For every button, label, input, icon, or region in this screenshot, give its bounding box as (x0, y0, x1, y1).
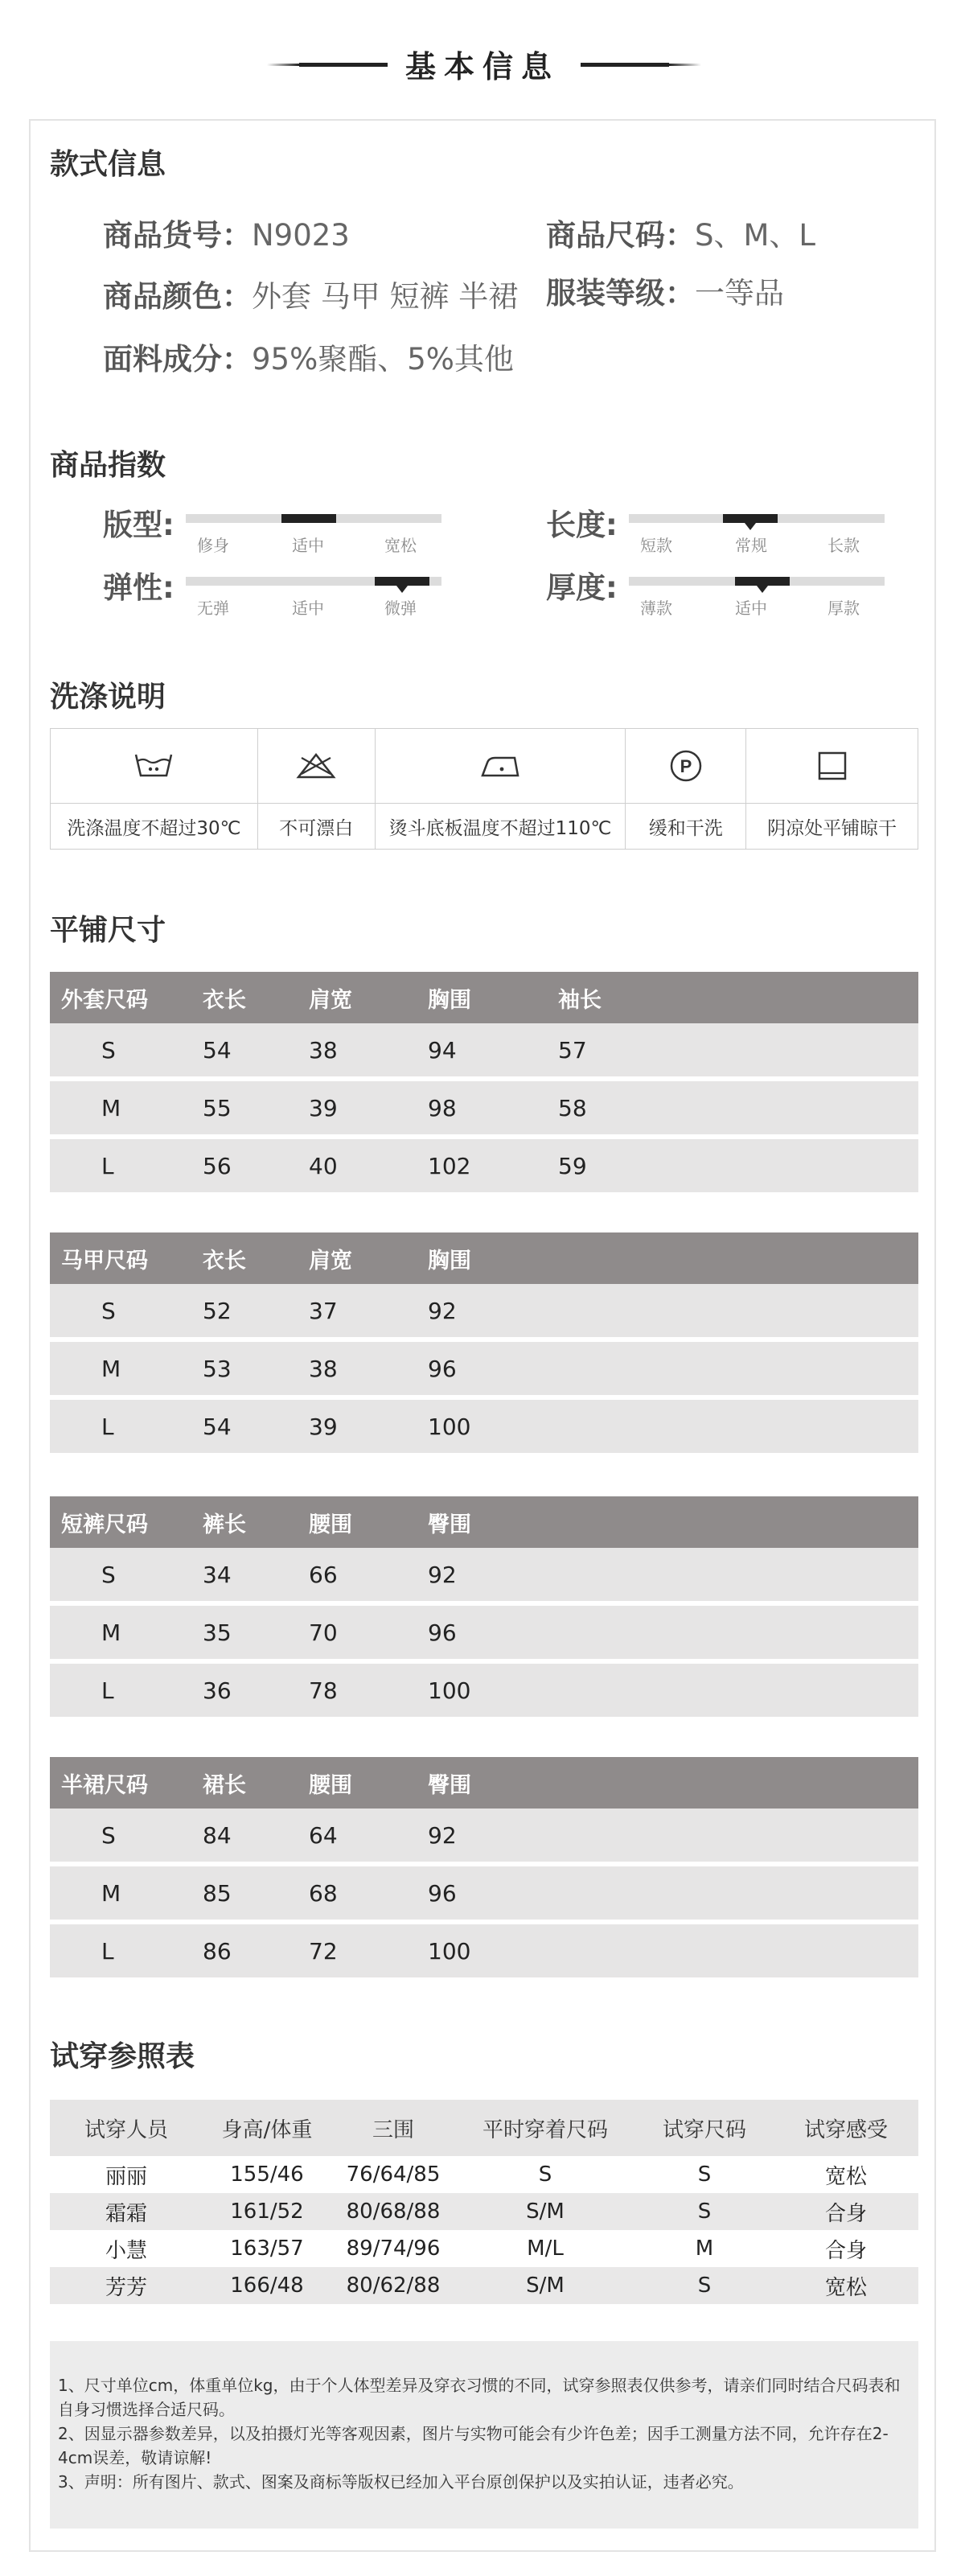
size-cell: 100 (428, 1922, 918, 1977)
index-option: 无弹 (197, 599, 229, 618)
dry-clean-p-icon (665, 748, 707, 784)
wash-cell (51, 729, 258, 804)
size-header: 半裙尺码 (50, 1757, 203, 1809)
table-row (50, 2267, 918, 2304)
try-header: 试穿人员 (50, 2100, 203, 2156)
try-cell: 小慧 (105, 2238, 147, 2263)
size-header: 腰围 (309, 1757, 428, 1809)
size-cell: 54 (203, 1397, 309, 1453)
index-option: 短款 (640, 536, 672, 555)
info-row-fabric (103, 335, 514, 378)
size-cell: 96 (428, 1864, 918, 1922)
try-header: 试穿感受 (774, 2100, 918, 2156)
info-key: 面料成分： (103, 342, 252, 377)
index-option: 适中 (292, 599, 324, 618)
wash-text: 烫斗底板温度不超过110℃ (375, 804, 626, 850)
try-header: 身高/体重 (203, 2100, 331, 2156)
size-cell: 100 (428, 1661, 918, 1717)
index-label: 长度: (546, 508, 618, 542)
table-row (50, 2230, 918, 2267)
index-label: 弹性: (103, 570, 175, 605)
try-cell: 合身 (774, 2193, 918, 2230)
index-marker (735, 577, 790, 586)
table-row (50, 1023, 918, 1079)
try-header: 三围 (331, 2100, 455, 2156)
note-line: 1、尺寸单位cm，体重单位kg，由于个人体型差异及穿衣习惯的不同，试穿参照表仅供参考，请亲们同时结合尺码表和自身习惯选择合适尺码。 (58, 2376, 901, 2419)
index-label: 厚度: (546, 570, 618, 605)
index-marker (375, 577, 429, 586)
size-cell: S (50, 1284, 203, 1339)
size-cell: 39 (309, 1079, 428, 1137)
size-header: 肩宽 (309, 1232, 428, 1284)
table-row (50, 1397, 918, 1453)
wash-cell (746, 729, 918, 804)
try-header: 平时穿着尺码 (455, 2100, 635, 2156)
try-cell: 合身 (824, 2238, 867, 2263)
try-cell: 155/46 (230, 2162, 304, 2187)
table-row (50, 1548, 918, 1603)
size-cell: 39 (309, 1397, 428, 1453)
table-row (50, 1809, 918, 1864)
size-cell: 94 (428, 1023, 558, 1079)
try-cell: S (635, 2267, 774, 2304)
table-row (50, 1079, 918, 1137)
size-cell: 37 (309, 1284, 428, 1339)
size-cell: 52 (203, 1284, 309, 1339)
section-title-indices: 商品指数 (50, 449, 166, 482)
try-cell: S/M (455, 2267, 635, 2304)
table-row (50, 2156, 918, 2193)
size-cell: 58 (558, 1079, 918, 1137)
try-cell: 丽丽 (105, 2164, 147, 2189)
table-row (50, 1603, 918, 1661)
index-option: 薄款 (640, 599, 672, 618)
size-header: 臀围 (428, 1496, 918, 1548)
try-header: 试穿尺码 (635, 2100, 774, 2156)
size-cell: 55 (203, 1079, 309, 1137)
index-option: 宽松 (384, 536, 417, 555)
size-cell: 40 (309, 1137, 428, 1192)
table-row (50, 1864, 918, 1922)
size-cell: 84 (203, 1809, 309, 1864)
size-cell: 85 (203, 1864, 309, 1922)
size-cell: S (50, 1809, 203, 1864)
size-cell: 92 (428, 1548, 918, 1603)
try-cell: 76/64/85 (346, 2162, 441, 2187)
info-row-grade (546, 269, 784, 312)
index-option: 修身 (197, 536, 229, 555)
section-title-style-info: 款式信息 (50, 148, 166, 181)
try-cell: 163/57 (230, 2237, 304, 2261)
size-table-shorts (50, 1496, 918, 1717)
section-title-washing: 洗涤说明 (50, 681, 166, 714)
size-cell: 57 (558, 1023, 918, 1079)
index-option: 适中 (735, 599, 767, 618)
info-value: 95%聚酯、5%其他 (252, 342, 514, 377)
size-header: 衣长 (203, 972, 309, 1023)
info-value: S、M、L (695, 218, 816, 253)
index-fit (103, 500, 473, 573)
info-row-sku (103, 211, 350, 254)
info-key: 商品货号： (103, 218, 252, 253)
notes-box (50, 2341, 918, 2529)
size-cell: 96 (428, 1339, 918, 1397)
try-cell: 89/74/96 (346, 2237, 441, 2261)
try-cell: S (538, 2162, 552, 2187)
index-length (546, 500, 916, 573)
table-row (50, 1284, 918, 1339)
wash-cell (375, 729, 626, 804)
size-cell: 54 (203, 1023, 309, 1079)
try-cell: M (695, 2237, 714, 2261)
size-header: 外套尺码 (50, 972, 203, 1023)
size-cell: 92 (428, 1809, 918, 1864)
wash-text: 缓和干洗 (626, 804, 746, 850)
size-cell: 66 (309, 1548, 428, 1603)
try-cell: 166/48 (203, 2267, 331, 2304)
size-table-vest (50, 1232, 918, 1453)
size-header: 裤长 (203, 1496, 309, 1548)
size-cell: 36 (203, 1661, 309, 1717)
note-line: 3、声明：所有图片、款式、图案及商标等版权已经加入平台原创保护以及实拍认证，违者必究。 (58, 2472, 744, 2492)
table-row (50, 2193, 918, 2230)
size-cell: 86 (203, 1922, 309, 1977)
size-cell: 53 (203, 1339, 309, 1397)
size-cell: L (50, 1397, 203, 1453)
info-row-colors (103, 272, 518, 315)
size-table-jacket (50, 972, 918, 1192)
size-cell: 102 (428, 1137, 558, 1192)
try-cell: 宽松 (774, 2267, 918, 2304)
size-cell: 68 (309, 1864, 428, 1922)
svg-text:P: P (680, 756, 692, 776)
wash-30-icon (133, 750, 175, 782)
index-marker (723, 514, 778, 523)
size-cell: M (50, 1603, 203, 1661)
index-option: 适中 (292, 536, 324, 555)
info-row-sizes (546, 211, 815, 254)
size-cell: 70 (309, 1603, 428, 1661)
index-option: 厚款 (827, 599, 860, 618)
size-cell: 98 (428, 1079, 558, 1137)
try-cell: S/M (455, 2193, 635, 2230)
index-option: 常规 (735, 536, 767, 555)
section-title-flat-size: 平铺尺寸 (50, 914, 166, 947)
info-key: 服装等级： (546, 276, 695, 311)
page-title: 基本信息 (404, 49, 560, 84)
header-line-right (581, 63, 669, 67)
size-header: 胸围 (428, 972, 558, 1023)
size-cell: 78 (309, 1661, 428, 1717)
size-cell: L (50, 1922, 203, 1977)
size-cell: 92 (428, 1284, 918, 1339)
info-key: 商品颜色： (103, 279, 252, 314)
try-cell: 161/52 (203, 2193, 331, 2230)
size-header: 衣长 (203, 1232, 309, 1284)
try-cell: 80/62/88 (331, 2267, 455, 2304)
size-cell: 35 (203, 1603, 309, 1661)
wash-cell (257, 729, 375, 804)
washing-table (50, 728, 918, 850)
index-label: 版型: (103, 508, 175, 542)
index-elasticity (103, 563, 473, 636)
size-cell: 100 (428, 1397, 918, 1453)
size-cell: 96 (428, 1603, 918, 1661)
size-cell: 34 (203, 1548, 309, 1603)
table-row (50, 1137, 918, 1192)
size-header: 腰围 (309, 1496, 428, 1548)
section-title-try-on: 试穿参照表 (50, 2040, 195, 2073)
note-line: 2、因显示器参数差异，以及拍摄灯光等客观因素，图片与实物可能会有少许色差；因手工测量方法不同，允许存在2-4cm误差，敬请谅解! (58, 2424, 889, 2467)
size-cell: S (50, 1023, 203, 1079)
size-cell: M (50, 1339, 203, 1397)
wash-cell (626, 729, 746, 804)
size-cell: S (50, 1548, 203, 1603)
size-header: 臀围 (428, 1757, 918, 1809)
size-cell: 38 (309, 1023, 428, 1079)
info-value: N9023 (252, 218, 350, 253)
size-header: 马甲尺码 (50, 1232, 203, 1284)
try-cell: 宽松 (824, 2164, 867, 2189)
no-bleach-icon (295, 750, 337, 782)
index-marker (281, 514, 336, 523)
size-cell: 56 (203, 1137, 309, 1192)
try-cell: 霜霜 (50, 2193, 203, 2230)
size-cell: L (50, 1661, 203, 1717)
size-cell: M (50, 1864, 203, 1922)
size-cell: 38 (309, 1339, 428, 1397)
index-option: 长款 (827, 536, 860, 555)
wash-text: 不可漂白 (257, 804, 375, 850)
size-cell: 72 (309, 1922, 428, 1977)
size-table-skirt (50, 1757, 918, 1977)
table-row (50, 1339, 918, 1397)
size-header: 肩宽 (309, 972, 428, 1023)
wash-text: 阴凉处平铺晾干 (746, 804, 918, 850)
try-cell: 80/68/88 (331, 2193, 455, 2230)
index-option: 微弹 (384, 599, 417, 618)
size-header: 短裤尺码 (50, 1496, 203, 1548)
info-key: 商品尺码： (546, 218, 695, 253)
size-cell: 59 (558, 1137, 918, 1192)
index-thickness (546, 563, 916, 636)
try-cell: S (697, 2162, 712, 2187)
try-on-table (50, 2100, 918, 2304)
table-row (50, 1661, 918, 1717)
size-cell: 64 (309, 1809, 428, 1864)
info-value: 一等品 (695, 276, 784, 311)
try-cell: M/L (527, 2237, 564, 2261)
page-header (0, 32, 965, 88)
wash-text: 洗涤温度不超过30℃ (51, 804, 258, 850)
size-header: 胸围 (428, 1232, 918, 1284)
iron-icon (479, 750, 521, 782)
size-header: 裙长 (203, 1757, 309, 1809)
info-value: 外套 马甲 短裤 半裙 (252, 279, 519, 314)
try-cell: S (635, 2193, 774, 2230)
size-cell: L (50, 1137, 203, 1192)
flat-dry-shade-icon (811, 748, 853, 784)
size-cell: M (50, 1079, 203, 1137)
try-cell: 芳芳 (50, 2267, 203, 2304)
table-row (50, 1922, 918, 1977)
size-header: 袖长 (558, 972, 918, 1023)
